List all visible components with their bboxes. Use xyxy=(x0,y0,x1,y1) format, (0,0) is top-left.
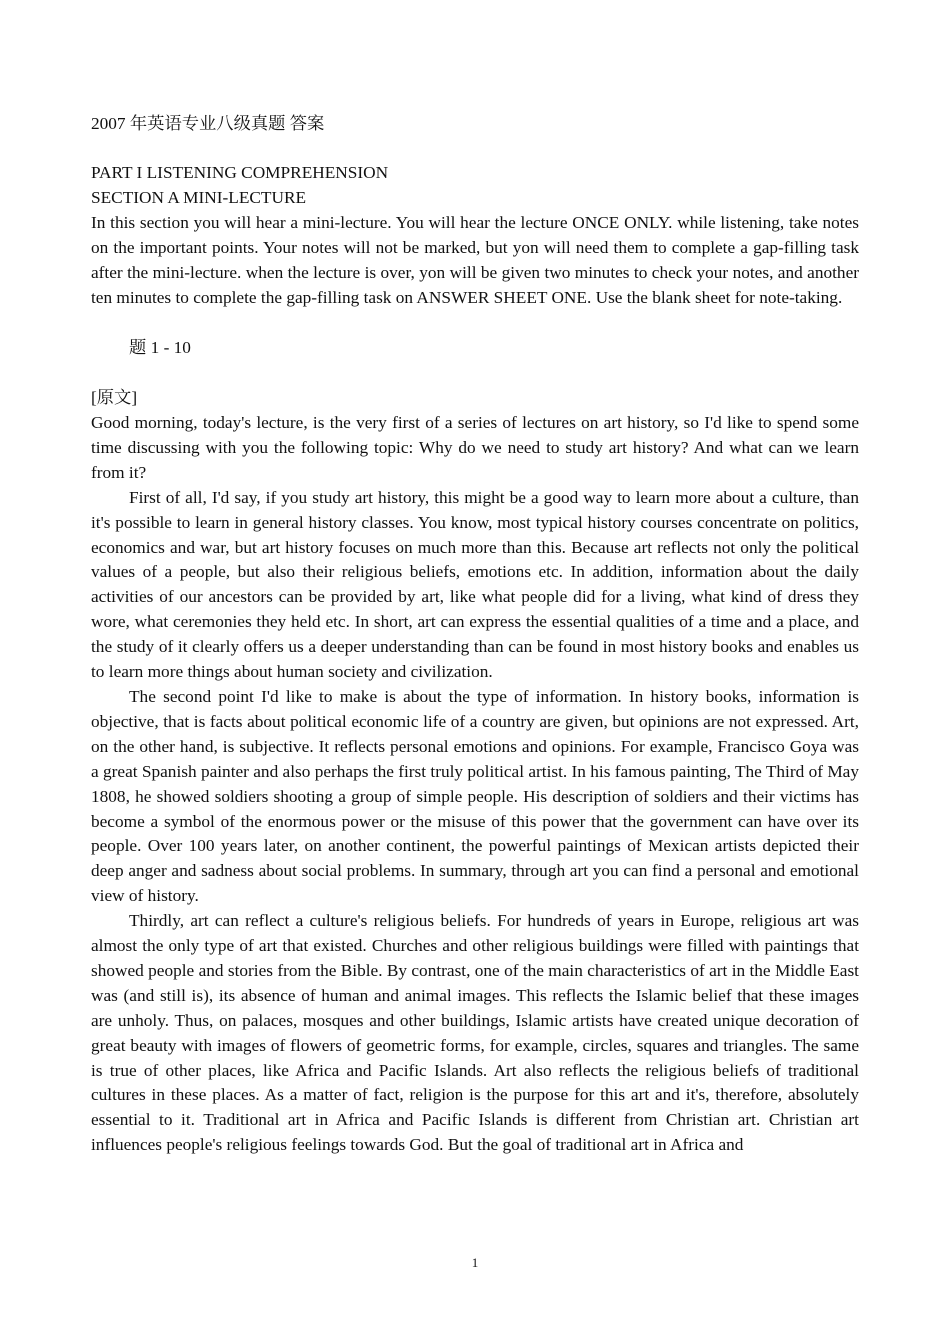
lecture-body xyxy=(91,411,859,1158)
part-heading: PART I LISTENING COMPREHENSION xyxy=(91,163,389,182)
paragraph-intro: Good morning, today's lecture, is the very first of a series of lectures on art history, so I'd like to spend some time discussing with you the following topic: Why do we need to study art history? And what can we learn from it? xyxy=(91,413,859,482)
instructions-block xyxy=(91,211,859,311)
paragraph-second-point: The second point I'd like to make is about the type of information. In history books, information is objective, that is facts about political economic life of a country are given, but opinions are not expressed. Art, on the other hand, is subjective. It reflects personal emotions and opinions. For example, Francisco Goya was a great Spanish painter and also perhaps the first truly political artist. In his famous painting, The Third of May 1808, he showed soldiers shooting a group of simple people. His description of soldiers and their victims has become a symbol of the enormous power or the misuse of this power that the government can have over its people. Over 100 years later, on another continent, the powerful paintings of Mexican artists depicted their deep anger and sadness about social problems. In summary, through art you can find a personal and emotional view of history. xyxy=(91,686,859,906)
document-title: 2007 年英语专业八级真题 答案 xyxy=(91,114,325,133)
section-heading: SECTION A MINI-LECTURE xyxy=(91,188,307,207)
question-range: 题 1 - 10 xyxy=(129,338,191,357)
instructions-text: In this section you will hear a mini-lecture. You will hear the lecture ONCE ONLY. while listening, take notes on the important points. Your notes will not be marked, but yon will need them to complete a gap-filling task after the mini-lecture. when the lecture is over, yon will be given two minutes to check your notes, and another ten minutes to complete the gap-filling task on ANSWER SHEET ONE. Use the blank sheet for note-taking. xyxy=(91,213,859,307)
page-number: 1 xyxy=(471,1255,479,1270)
original-label: [原文] xyxy=(91,388,138,407)
paragraph-first-point: First of all, I'd say, if you study art history, this might be a good way to learn more about a culture, than it's possible to learn in general history classes. You know, most typical history courses concentrate on politics, economics and war, but art history focuses on much more than this. Because art reflects not only the political values of a people, but also their religious beliefs, emotions etc. In addition, information about the daily activities of our ancestors can be provided by art, like what people did for a living, what kind of dress they wore, what ceremonies they held etc. In short, art can express the essential qualities of a time and a place, and the study of it clearly offers us a deeper understanding than can be found in most history books and enables us to learn more things about human society and civilization. xyxy=(91,487,859,682)
paragraph-third-point: Thirdly, art can reflect a culture's religious beliefs. For hundreds of years in Europe, religious art was almost the only type of art that existed. Churches and other religious buildings were filled with paintings that showed people and stories from the Bible. By contrast, one of the main characteristics of art in the Middle East was (and still is), its absence of human and animal images. This reflects the Islamic belief that these images are unholy. Thus, on palaces, mosques and other buildings, Islamic artists have created unique decoration of great beauty with images of flowers of geometric forms, for example, circles, squares and triangles. The same is true of other places, like Africa and Pacific Islands. Art also reflects the religious beliefs of traditional cultures in these places. As a matter of fact, religion is the purpose for this art and it's, therefore, absolutely essential to it. Traditional art in Africa and Pacific Islands is different from Christian art. Christian art influences people's religious feelings towards God. But the goal of traditional art in Africa and xyxy=(91,911,859,1155)
